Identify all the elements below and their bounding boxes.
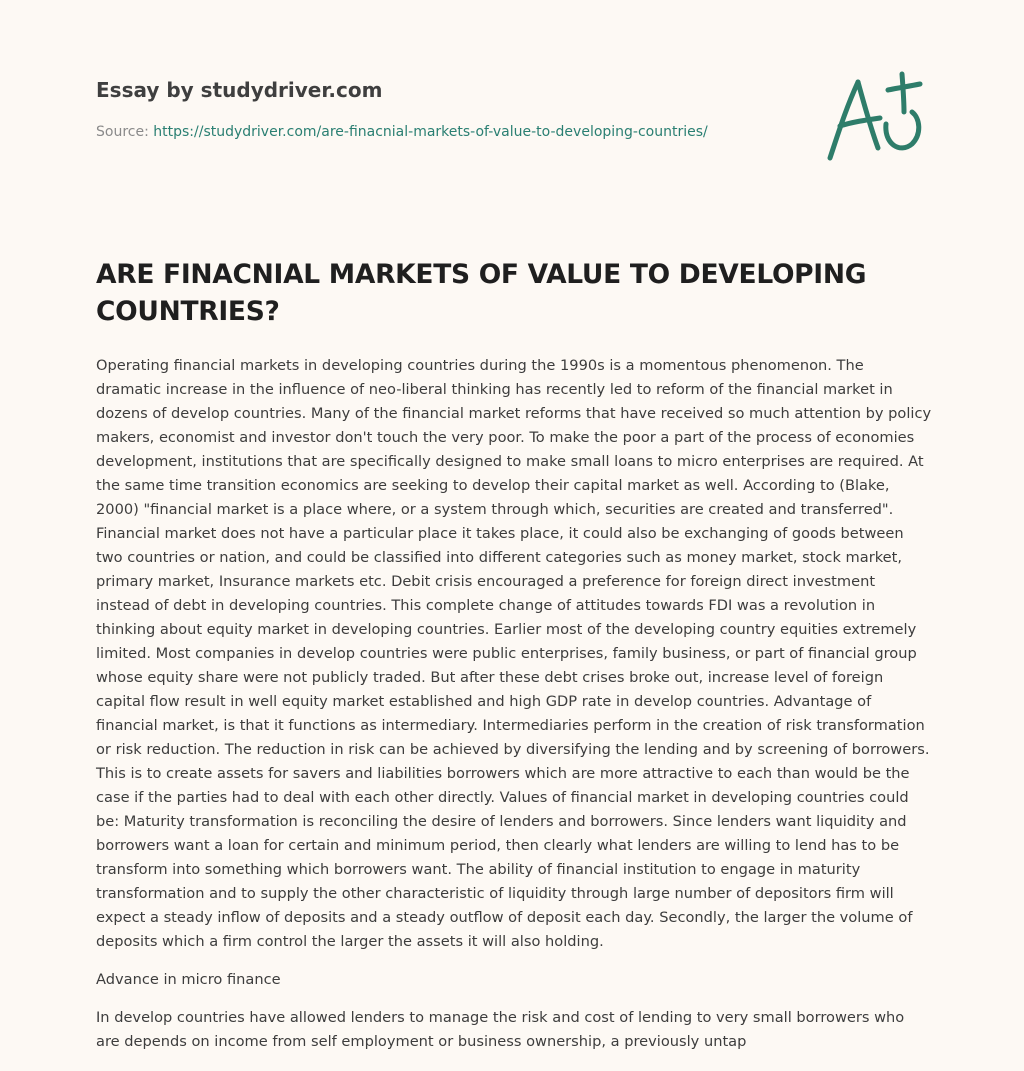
a-plus-logo-icon <box>816 64 928 164</box>
site-title: Essay by studydriver.com <box>96 78 383 102</box>
section-subheading: Advance in micro finance <box>96 971 281 988</box>
page-header <box>96 76 816 142</box>
paragraph: Operating financial markets in developing countries during the 1990s is a momentous phenomenon. The dramatic increase in the influence of neo-liberal thinking has recently led to reform of the financial market in dozens of develop countries. Many of the financial market reforms that have received so much attention by policy makers, economist and investor don't touch the very poor. To make the poor a part of the process of economies development, institutions that are specifically designed to make small loans to micro enterprises are required. At the same time transition economics are seeking to develop their capital market as well. According to (Blake, 2000) "financial market is a place where, or a system through which, securities are created and transferred". Financial market does not have a particular place it takes place, it could also be exchanging of goods between two countries or nation, and could be classified into different categories such as money market, stock market, primary market, Insurance markets etc. Debit crisis encouraged a preference for foreign direct investment instead of debt in developing countries. This complete change of attitudes towards FDI was a revolution in thinking about equity market in developing countries. Earlier most of the developing country equities extremely limited. Most companies in develop countries were public enterprises, family business, or part of financial group whose equity share were not publicly traded. But after these debt crises broke out, increase level of foreign capital flow result in well equity market established and high GDP rate in develop countries. Advantage of financial market, is that it functions as intermediary. Intermediaries perform in the creation of risk transformation or risk reduction. The reduction in risk can be achieved by diversifying the lending and by screening of borrowers. This is to create assets for savers and liabilities borrowers which are more attractive to each than would be the case if the parties had to deal with each other directly. Values of financial market in developing countries could be: Maturity transformation is reconciling the desire of lenders and borrowers. Since lenders want liquidity and borrowers want a loan for certain and minimum period, then clearly what lenders are willing to lend has to be transform into something which borrowers want. The ability of financial institution to engage in maturity transformation and to supply the other characteristic of liquidity through large number of depositors firm will expect a steady inflow of deposits and a steady outflow of deposit each day. Secondly, the larger the volume of deposits which a firm control the larger the assets it will also holding. <box>96 357 932 950</box>
page-title: ARE FINACNIAL MARKETS OF VALUE TO DEVELOPING COUNTRIES? <box>96 259 867 327</box>
article-body <box>96 354 932 1068</box>
source-link[interactable]: https://studydriver.com/are-finacnial-markets-of-value-to-developing-countries/ <box>153 124 708 140</box>
paragraph: In develop countries have allowed lenders to manage the risk and cost of lending to very small borrowers who are depends on income from self employment or business ownership, a previously untap <box>96 1009 905 1050</box>
source-line <box>96 122 816 142</box>
source-label: Source: <box>96 124 154 140</box>
